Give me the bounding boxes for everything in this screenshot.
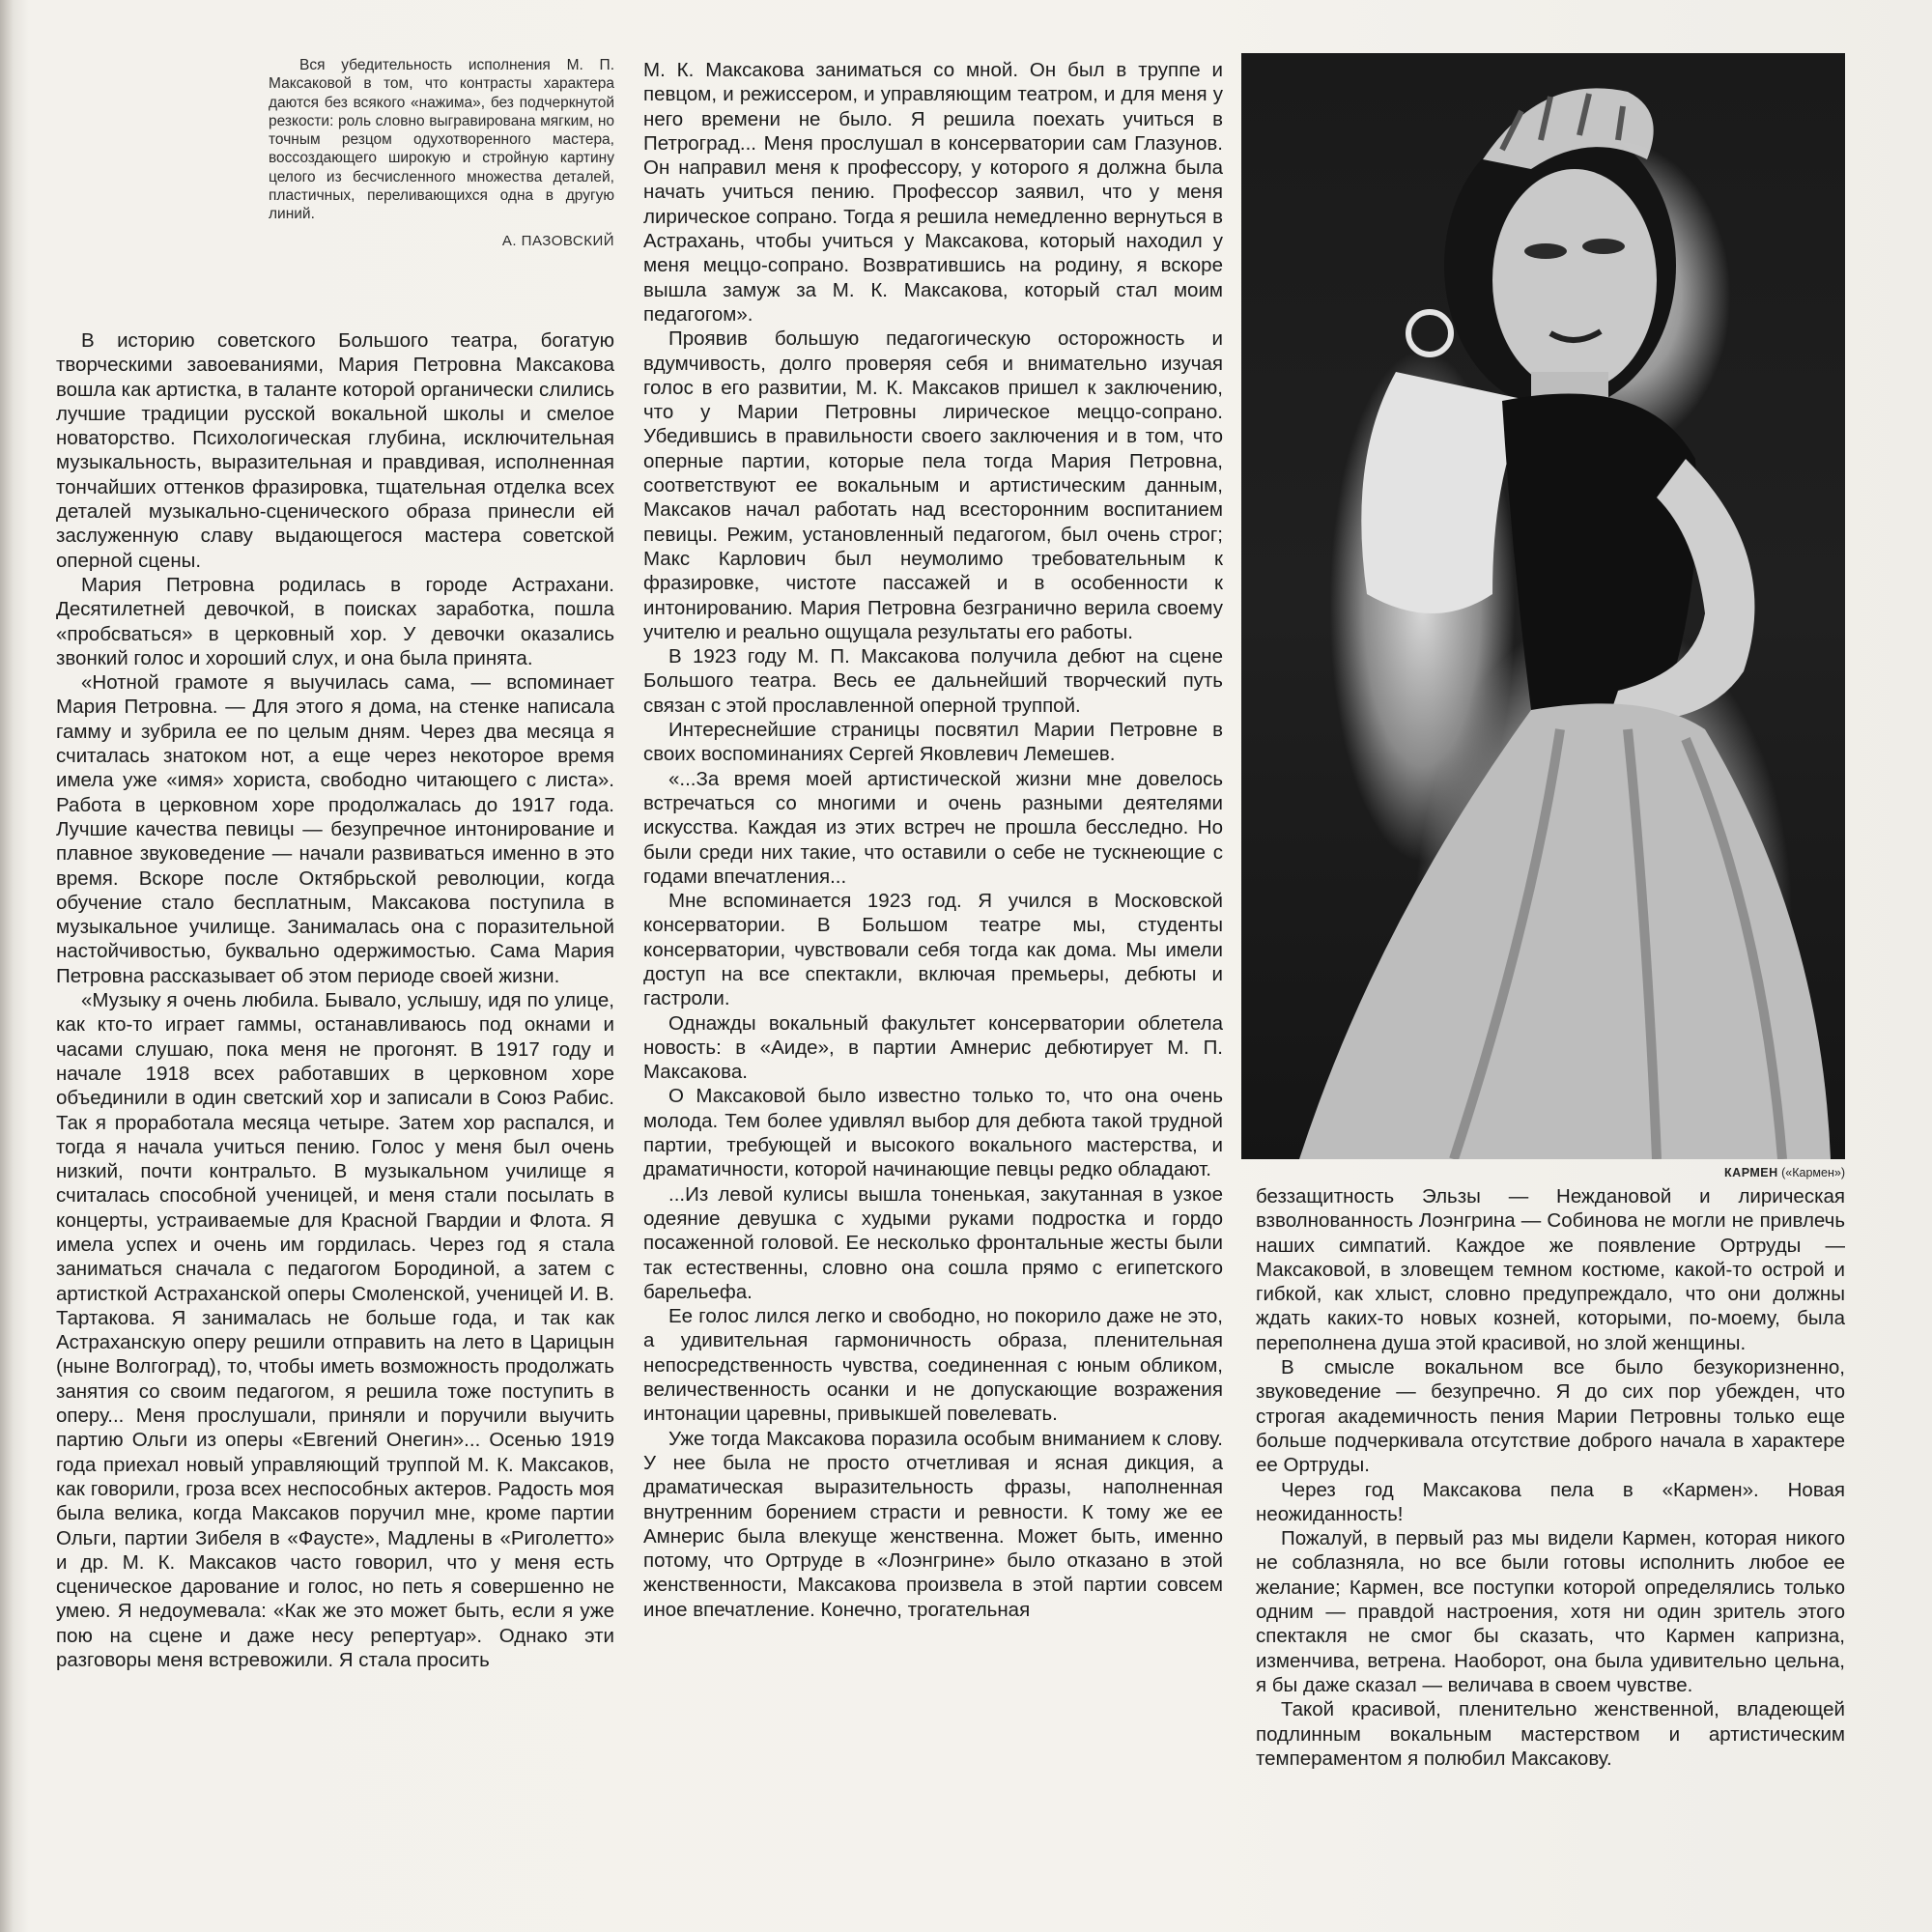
paragraph: Мария Петровна родилась в городе Астрахани. Десятилетней девочкой, в поисках заработка, пошла «пробсваться» в церковный хор. У девочки оказались звонкий голос и хороший слух, и она была принята.	[56, 573, 614, 669]
paragraph: Уже тогда Максакова поразила особым вниманием к слову. У нее была не просто отчетливая и ясная дикция, а драматическая выразительность фразы, наполненная внутренним борением страсти и ревности. К тому же ее Амнерис была влекуще женственна. Может быть, именно потому, что Ортруде в «Лоэнгрине» было отказано в этой женственности, Максакова произвела в этой партии совсем иное впечатление. Конечно, трогательная	[643, 1427, 1223, 1621]
paragraph: Через год Максакова пела в «Кармен». Новая неожиданность!	[1256, 1478, 1845, 1525]
epigraph-author: А. ПАЗОВСКИЙ	[501, 232, 614, 249]
epigraph	[269, 56, 614, 250]
caption-opera: («Кармен»)	[1781, 1166, 1845, 1179]
paragraph: «Нотной грамоте я выучилась сама, — вспоминает Мария Петровна. — Для этого я дома, на стенке написала гамму и зубрила ее по целым дням. Через два месяца я считалась знатоком нот, а еще через некоторое время имела уже «имя» хориста, свободно читающего с листа». Работа в церковном хоре продолжалась до 1917 года. Лучшие качества певицы — безупречное интонирование и плавное звуковедение — начали развиваться именно в это время. Вскоре после Октябрьской революции, когда обучение стало бесплатным, Максакова поступила в музыкальное училище. Занималась она с поразительной настойчивостью, буквально одержимостью. Сама Мария Петровна рассказывает об этом периоде своей жизни.	[56, 671, 614, 987]
caption-role: КАРМЕН	[1724, 1166, 1778, 1179]
paragraph: ...Из левой кулисы вышла тоненькая, закутанная в узкое одеяние девушка с худыми руками подростка и гордо посаженной головой. Ее несколько фронтальные жесты были так естественны, словно она сошла прямо с египетского барельефа.	[643, 1182, 1223, 1303]
paragraph: «...За время моей артистической жизни мне довелось встречаться со многими и очень разными деятелями искусства. Каждая из этих встреч не прошла бесследно. Но были среди них такие, что оставили о себе не тускнеющие с годами впечатления...	[643, 767, 1223, 888]
paragraph: О Максаковой было известно только то, что она очень молода. Тем более удивлял выбор для дебюта такой трудной партии, требующей и высокого вокального мастерства, и драматичности, которой начинающие певцы редко обладают.	[643, 1085, 1223, 1181]
paragraph: Проявив большую педагогическую осторожность и вдумчивость, долго проверяя себя и внимательно изучая голос в его развитии, М. К. Максаков пришел к заключению, что у Марии Петровны лирическое меццо-сопрано. Убедившись в правильности своего заключения и в том, что оперные партии, которые пела тогда Мария Петровна, соответствуют ее вокальным и артистическим данным, Максаков начал работать над всесторонним воспитанием певицы. Режим, установленный педагогом, был очень строг; Макс Карлович был неумолимо требовательным к фразировке, чистоте пассажей и в особенности к интонированию. Мария Петровна безгранично верила своему учителю и реально ощущала результаты его работы.	[643, 327, 1223, 643]
carmen-figure-illustration	[1241, 53, 1845, 1159]
paragraph: беззащитность Эльзы — Неждановой и лирическая взволнованность Лоэнгрина — Собинова не могли не привлечь наших симпатий. Каждое же появление Ортруды — Максаковой, в зловещем темном костюме, какой-то острой и гибкой, как хлыст, словно предупреждало, что они должны ждать каких-то новых козней, которыми, по-моему, была переполнена душа этой красивой, но злой женщины.	[1256, 1185, 1845, 1354]
paragraph: В 1923 году М. П. Максакова получила дебют на сцене Большого театра. Весь ее дальнейший творческий путь связан с этой прославленной оперной труппой.	[643, 645, 1223, 717]
paragraph: Мне вспоминается 1923 год. Я учился в Московской консерватории. В Большом театре мы, студенты консерватории, чувствовали себя тогда как дома. Мы имели доступ на все спектакли, включая премьеры, дебюты и гастроли.	[643, 890, 1223, 1010]
paragraph: «Музыку я очень любила. Бывало, услышу, идя по улице, как кто-то играет гаммы, останавливаюсь под окнами и часами слушаю, пока меня не прогонят. В 1917 году и начале 1918 всех работавших в церковном хоре объединили в один светский хор и записали в Союз Рабис. Так я проработала месяца четыре. Затем хор распался, и тогда я начала учиться пению. Голос у меня был очень низкий, почти контральто. В музыкальном училище я считалась способной ученицей, и меня стали посылать в концерты, устраиваемые для Красной Гвардии и Флота. Я имела успех и очень им гордилась. Через год я стала заниматься сначала с педагогом Бородиной, а затем с артисткой Астраханской оперы Смоленской, ученицей И. В. Тартакова. Я занималась не больше года, и так как Астраханскую оперу решили отправить на лето в Царицын (ныне Волгоград), то, чтобы иметь возможность продолжать занятия со своим педагогом, я решила тоже поступить в оперу... Меня прослушали, приняли и поручили выучить партию Ольги из оперы «Евгений Онегин»... Осенью 1919 года приехал новый управляющий труппой М. К. Максаков, как говорили, гроза всех неспособных актеров. Радость моя была велика, когда Максаков поручил мне, кроме партии Ольги, партии Зибеля в «Фаусте», Мадлены в «Риголетто» и др. М. К. Максаков часто говорил, что у меня есть сценическое дарование и голос, но петь я совершенно не умею. Я недоумевала: «Как же это может быть, если я уже пою на сцене и даже несу репертуар». Однако эти разговоры меня встревожили. Я стала просить	[56, 989, 614, 1672]
carmen-photo	[1241, 53, 1845, 1159]
paragraph: Ее голос лился легко и свободно, но покорило даже не это, а удивительная гармоничность образа, пленительная непосредственность чувства, соединенная с юным обликом, величественность осанки и не допускающие возражения интонации царевны, привыкшей повелевать.	[643, 1305, 1223, 1426]
paragraph: Пожалуй, в первый раз мы видели Кармен, которая никого не соблазняла, но все были готовы исполнить любое ее желание; Кармен, все поступки которой определялись только одним — правдой настроения, хотя ни один зритель этого спектакля не смог бы сказать, что Кармен капризна, изменчива, ветрена. Наоборот, она была удивительно цельна, я бы даже сказал — величава в своем чувстве.	[1256, 1527, 1845, 1696]
paragraph: Интереснейшие страницы посвятил Марии Петровне в своих воспоминаниях Сергей Яковлевич Лемешев.	[643, 719, 1223, 766]
paragraph: М. К. Максакова заниматься со мной. Он был в труппе и певцом, и режиссером, и управляющим театром, и для меня у него времени не было. Я решила поехать учиться в Петроград... Меня прослушал в консерватории сам Глазунов. Он направил меня к профессору, у которого я должна была начать учиться пению. Профессор заявил, что у меня лирическое сопрано. Тогда я решила немедленно вернуться в Астрахань, чтобы учиться у Максакова, который находил у меня меццо-сопрано. Возвратившись на родину, я вскоре вышла замуж за М. К. Максакова, который стал моим педагогом».	[643, 59, 1223, 326]
text-column-3	[1256, 1184, 1845, 1771]
photo-caption	[1507, 1166, 1845, 1179]
epigraph-text: Вся убедительность исполнения М. П. Максаковой в том, что контрасты характера даются без всякого «нажима», без подчеркнутой резкости: роль словно выгравирована мягким, но точным резцом одухотворенного мастера, воссоздающего широкую и стройную картину целого из бесчисленного множества деталей, пластичных, переливающихся одна в другую линий.	[269, 57, 614, 223]
page-spine	[0, 0, 14, 1932]
text-column-2	[643, 58, 1223, 1622]
paragraph: В историю советского Большого театра, богатую творческими завоеваниями, Мария Петровна Максакова вошла как артистка, в таланте которой органически слились лучшие традиции русской вокальной школы и смелое новаторство. Психологическая глубина, исключительная музыкальность, выразительная и правдивая, исполненная тончайших оттенков фразировка, тщательная отделка всех деталей музыкально-сценического образа принесли ей заслуженную славу выдающегося мастера советской оперной сцены.	[56, 329, 614, 572]
paragraph: Однажды вокальный факультет консерватории облетела новость: в «Аиде», в партии Амнерис дебютирует М. П. Максакова.	[643, 1011, 1223, 1084]
text-column-1	[56, 328, 614, 1672]
paragraph: Такой красивой, пленительно женственной, владеющей подлинным вокальным мастерством и артистическим темпераментом я полюбил Максакову.	[1256, 1698, 1845, 1770]
paragraph: В смысле вокальном все было безукоризненно, звуковедение — безупречно. Я до сих пор убежден, что строгая академичность пения Марии Петровны только еще больше подчеркивала отсутствие доброго начала в характере ее Ортруды.	[1256, 1356, 1845, 1477]
